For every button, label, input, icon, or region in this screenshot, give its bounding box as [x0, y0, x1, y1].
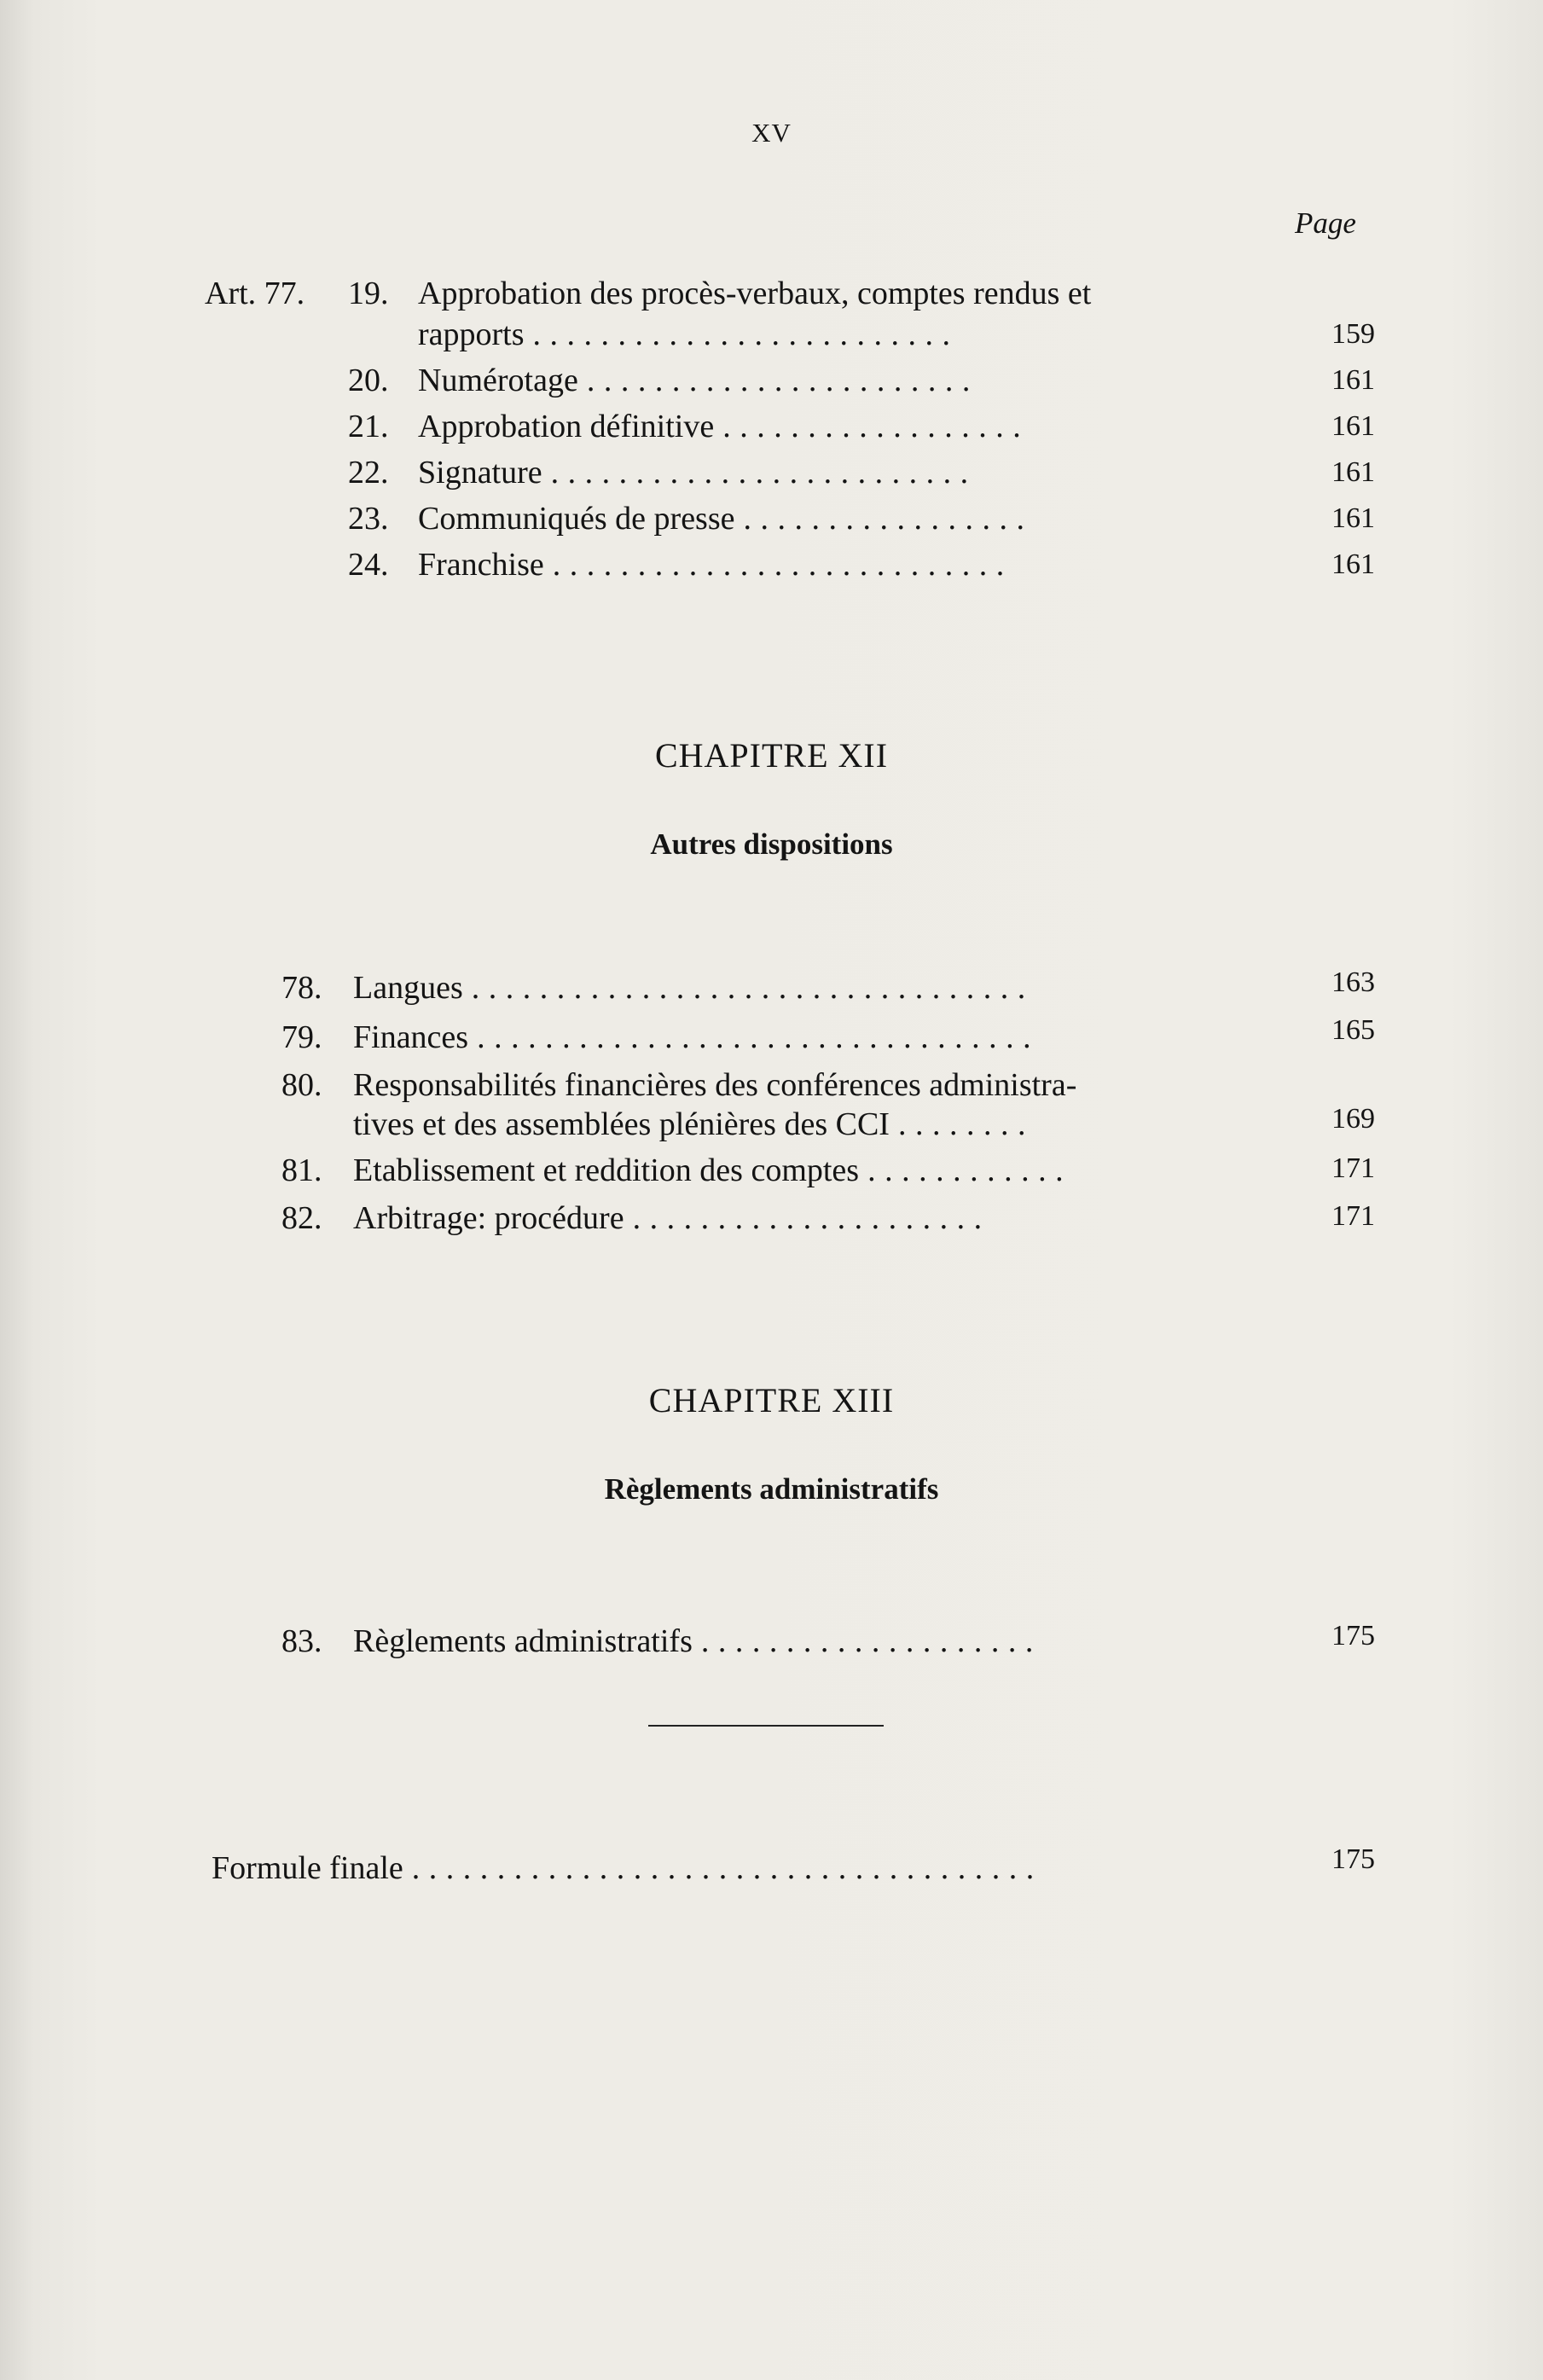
leader-dots: . . . . . . . . . . . . . . . . . . . . . . . . . . . . . . . . . — [468, 1019, 1032, 1055]
toc-entry-title: Règlements administratifs — [353, 1623, 693, 1659]
page-folio: XV — [751, 118, 792, 148]
toc-number: 20. — [348, 363, 389, 398]
toc-number: 23. — [348, 501, 389, 537]
toc-entry-title: Approbation des procès-verbaux, comptes rendus et — [418, 276, 1092, 311]
toc-number: 19. — [348, 276, 389, 311]
toc-number: 78. — [281, 970, 322, 1006]
toc-entry — [418, 500, 1025, 537]
leader-dots: . . . . . . . . — [889, 1106, 1026, 1142]
toc-entry-title: Signature — [418, 455, 542, 491]
toc-page-number: 161 — [1331, 502, 1375, 534]
leader-dots: . . . . . . . . . . . . — [859, 1152, 1064, 1188]
chapter-subtitle: Règlements administratifs — [604, 1472, 939, 1506]
toc-entry — [353, 1019, 1031, 1056]
toc-entry — [418, 316, 951, 353]
toc-entry — [418, 362, 971, 399]
toc-page-number: 175 — [1331, 1843, 1375, 1875]
toc-entry-title: Arbitrage: procédure — [353, 1200, 624, 1236]
chapter-title: CHAPITRE XII — [654, 736, 889, 775]
toc-number: 22. — [348, 455, 389, 491]
toc-entry-title: Communiqués de presse — [418, 501, 735, 537]
toc-entry-title: tives et des assemblées plénières des CCI — [353, 1106, 890, 1142]
leader-dots: . . . . . . . . . . . . . . . . . — [734, 501, 1025, 537]
toc-page-number: 163 — [1331, 967, 1375, 998]
article-label: Art. 77. — [205, 276, 305, 311]
toc-page-number: 161 — [1331, 364, 1375, 396]
toc-number: 81. — [281, 1152, 322, 1188]
toc-entry-title: Langues — [353, 970, 463, 1006]
chapter-subtitle: Autres dispositions — [650, 827, 893, 861]
toc-entry — [353, 1622, 1034, 1660]
toc-entry — [353, 969, 1026, 1007]
chapter-title: CHAPITRE XIII — [648, 1381, 895, 1419]
toc-entry — [418, 546, 1005, 583]
toc-entry-title: Franchise — [418, 547, 544, 583]
section-divider — [648, 1725, 884, 1727]
leader-dots: . . . . . . . . . . . . . . . . . . . . . . . . . — [542, 455, 969, 491]
toc-page-number: 161 — [1331, 456, 1375, 488]
toc-number: 79. — [281, 1019, 322, 1055]
toc-page-number: 171 — [1331, 1200, 1375, 1232]
toc-entry — [353, 1152, 1064, 1189]
toc-entry-title: Approbation définitive — [418, 409, 715, 444]
toc-entry-title: Etablissement et reddition des comptes — [353, 1152, 860, 1188]
toc-page-number: 161 — [1331, 549, 1375, 580]
toc-number: 80. — [281, 1067, 322, 1103]
toc-number: 24. — [348, 547, 389, 583]
leader-dots: . . . . . . . . . . . . . . . . . . . . . . . . . . . — [543, 547, 1005, 583]
toc-entry — [212, 1849, 1035, 1887]
toc-page-number: 161 — [1331, 410, 1375, 442]
leader-dots: . . . . . . . . . . . . . . . . . . . . . . . . . — [524, 316, 951, 352]
toc-page-number: 165 — [1331, 1014, 1375, 1046]
toc-entry — [418, 408, 1021, 445]
toc-entry-title: Formule finale — [212, 1850, 403, 1886]
leader-dots: . . . . . . . . . . . . . . . . . . . . . . . . . . . . . . . . . — [462, 970, 1026, 1006]
toc-page-number: 169 — [1331, 1103, 1375, 1135]
leader-dots: . . . . . . . . . . . . . . . . . . . . — [692, 1623, 1034, 1659]
toc-number: 21. — [348, 409, 389, 444]
toc-page-number: 175 — [1331, 1620, 1375, 1651]
leader-dots: . . . . . . . . . . . . . . . . . . . . . . . . . . . . . . . . . . . . . — [403, 1850, 1035, 1886]
toc-page-number: 159 — [1331, 318, 1375, 350]
leader-dots: . . . . . . . . . . . . . . . . . . . . . . . — [577, 363, 971, 398]
leader-dots: . . . . . . . . . . . . . . . . . . . . . — [624, 1200, 983, 1236]
toc-entry-title: Numérotage — [418, 363, 578, 398]
toc-entry-title: rapports — [418, 316, 525, 352]
toc-entry — [353, 1199, 983, 1237]
toc-number: 83. — [281, 1623, 322, 1659]
page-column-header: Page — [1295, 206, 1356, 240]
toc-entry-title: Responsabilités financières des conférences administra- — [353, 1067, 1077, 1103]
toc-entry — [418, 454, 969, 491]
toc-entry — [353, 1106, 1026, 1143]
toc-entry-title: Finances — [353, 1019, 469, 1055]
toc-number: 82. — [281, 1200, 322, 1236]
leader-dots: . . . . . . . . . . . . . . . . . . — [714, 409, 1022, 444]
toc-page-number: 171 — [1331, 1152, 1375, 1184]
